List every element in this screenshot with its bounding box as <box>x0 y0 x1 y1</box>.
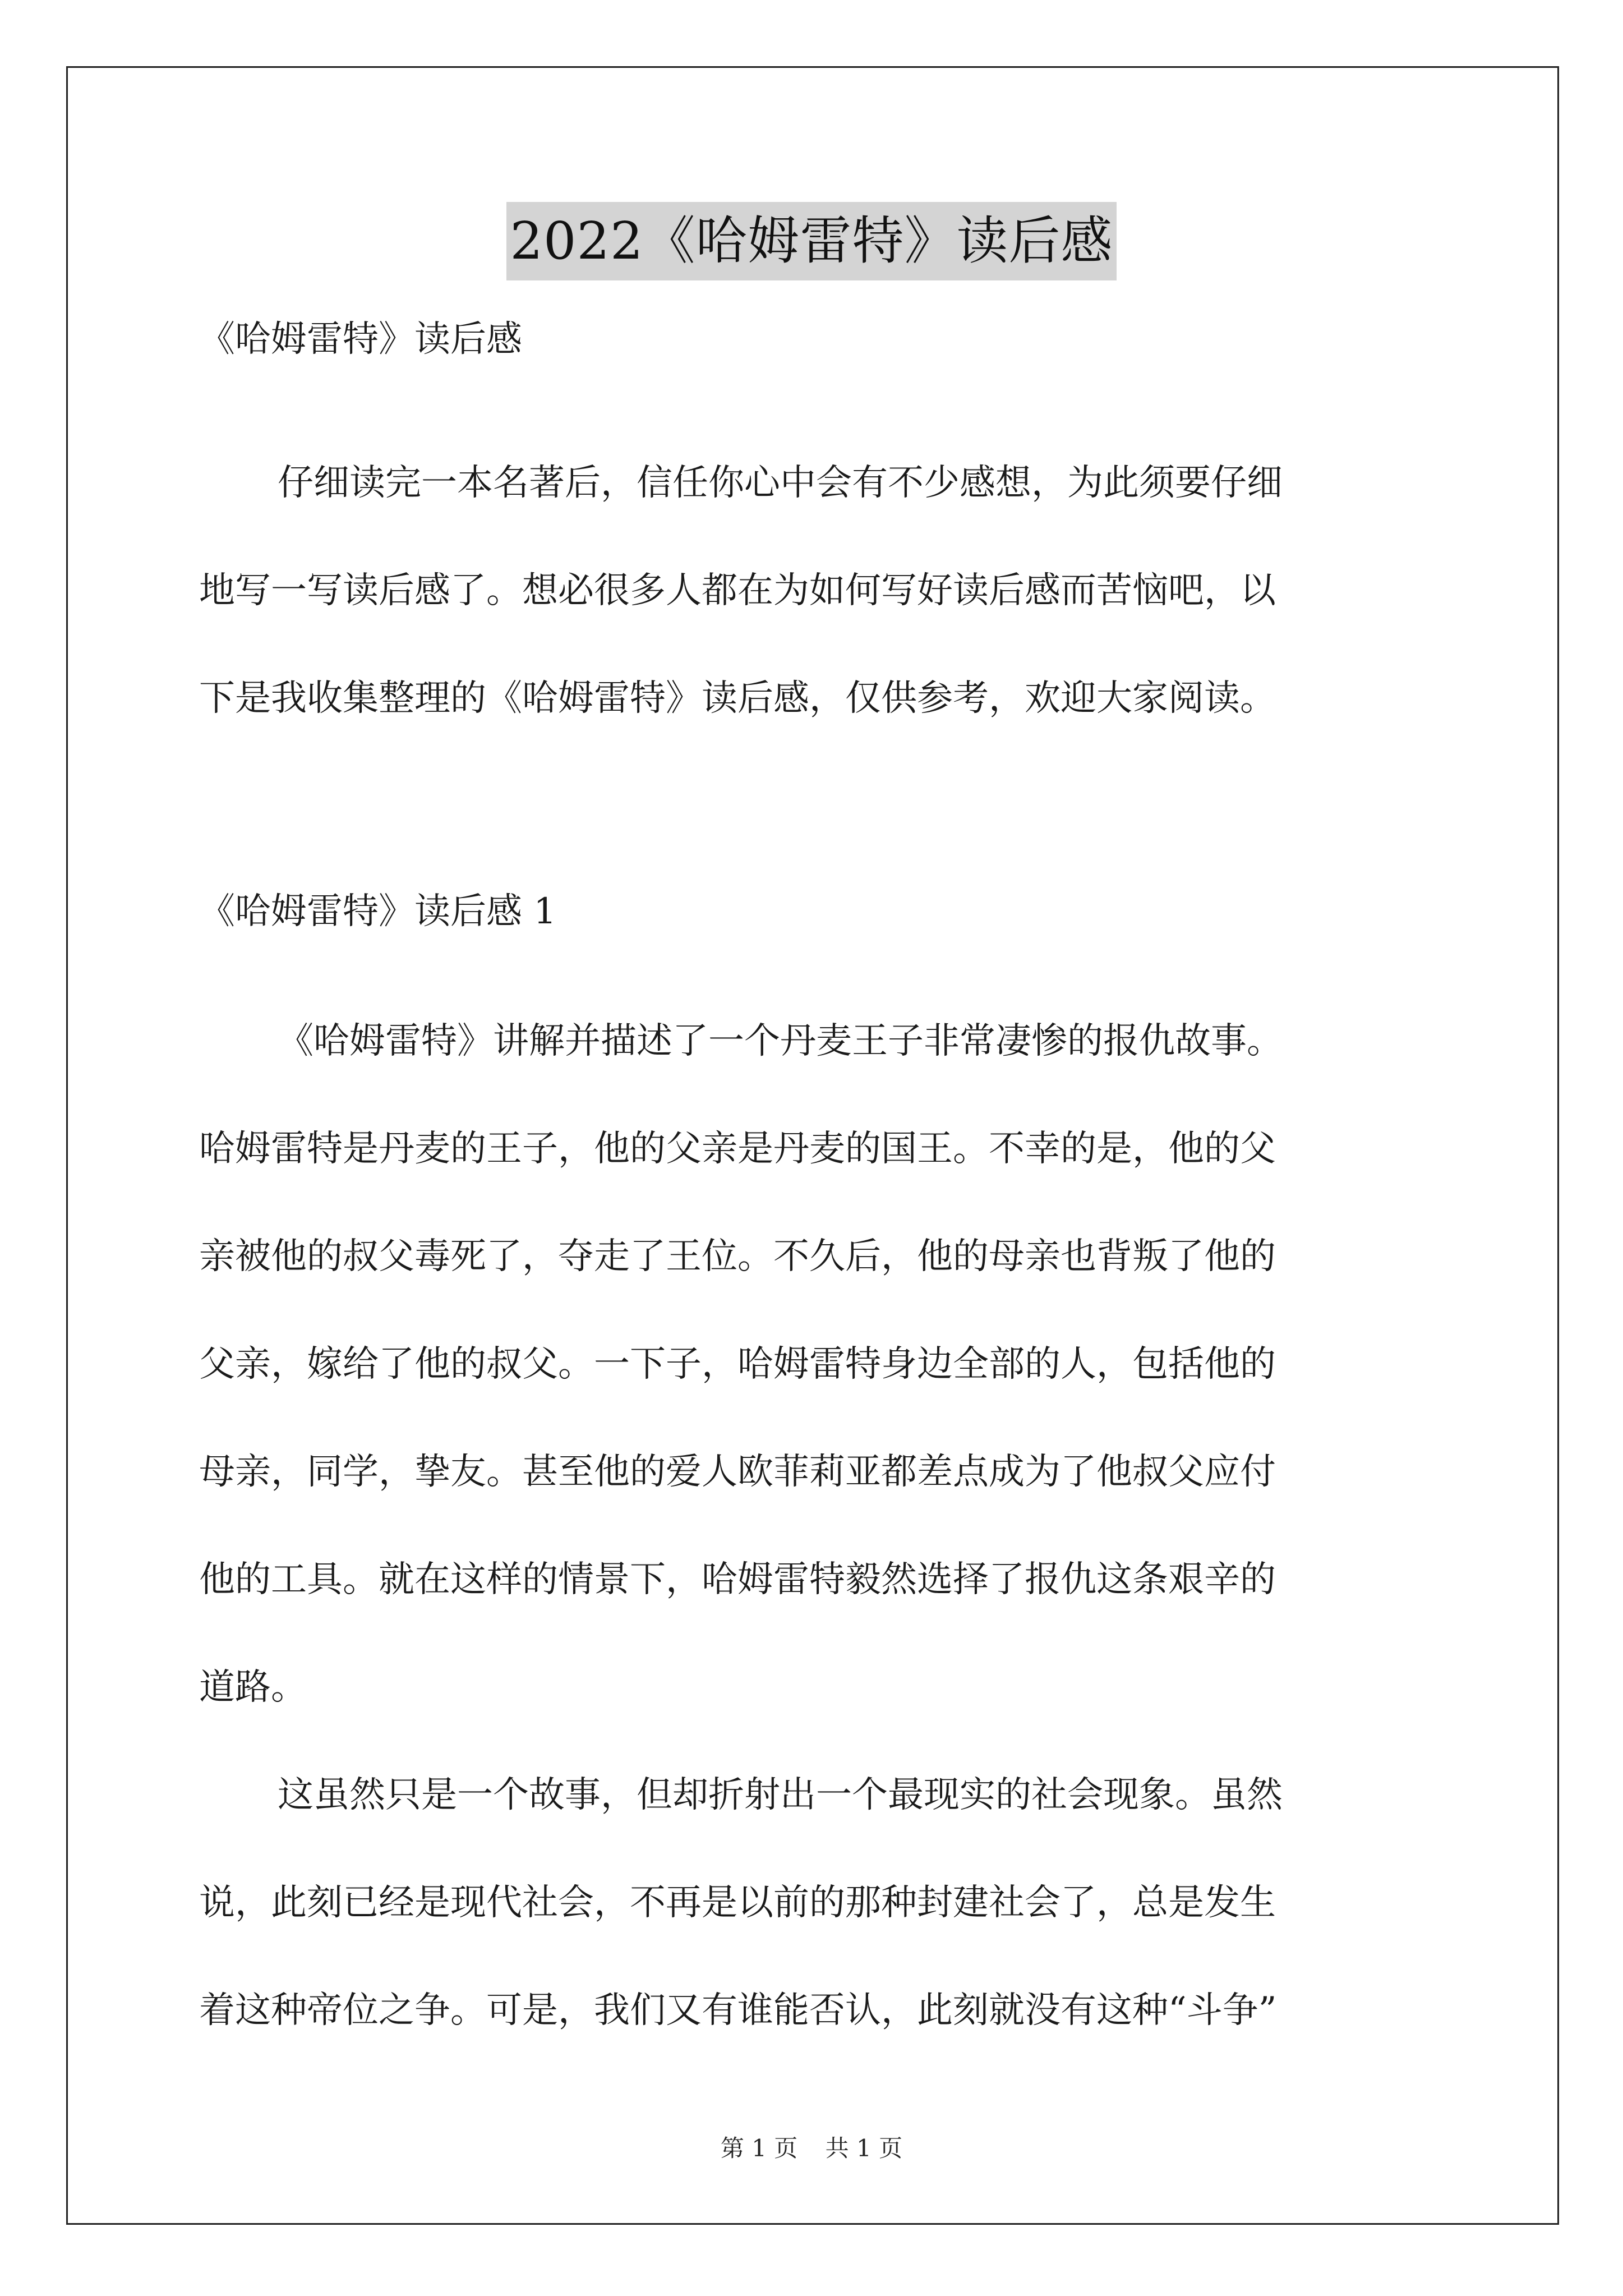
paragraph2-line: 说，此刻已经是现代社会，不再是以前的那种封建社会了，总是发生 <box>199 1882 1276 1924</box>
page-footer <box>0 2132 1623 2165</box>
paragraph1-line: 他的工具。就在这样的情景下，哈姆雷特毅然选择了报仇这条艰辛的 <box>199 1559 1276 1600</box>
paragraph1-line: 《哈姆雷特》讲解并描述了一个丹麦王子非常凄惨的报仇故事。 <box>278 1020 1283 1062</box>
paragraph1-line: 母亲，同学，挚友。甚至他的爱人欧菲莉亚都差点成为了他叔父应付 <box>199 1451 1276 1493</box>
title-container <box>0 202 1623 280</box>
page-number: 第 1 页 <box>720 2134 798 2162</box>
paragraph1-line: 亲被他的叔父毒死了，夺走了王位。不久后，他的母亲也背叛了他的 <box>199 1236 1276 1277</box>
document-title: 2022《哈姆雷特》读后感 <box>506 202 1116 280</box>
page-total: 共 1 页 <box>825 2134 903 2162</box>
paragraph1-line: 父亲，嫁给了他的叔父。一下子，哈姆雷特身边全部的人，包括他的 <box>199 1343 1276 1385</box>
paragraph1-line: 哈姆雷特是丹麦的王子，他的父亲是丹麦的国王。不幸的是，他的父 <box>199 1128 1276 1170</box>
paragraph2-line: 着这种帝位之争。可是，我们又有谁能否认，此刻就没有这种“斗争” <box>199 1990 1277 2031</box>
intro-line: 地写一写读后感了。想必很多人都在为如何写好读后感而苦恼吧，以 <box>199 570 1276 611</box>
section-heading: 《哈姆雷特》读后感 1 <box>199 891 557 932</box>
document-subtitle: 《哈姆雷特》读后感 <box>199 319 522 360</box>
paragraph1-line: 道路。 <box>199 1667 307 1708</box>
paragraph2-line: 这虽然只是一个故事，但却折射出一个最现实的社会现象。虽然 <box>278 1774 1283 1816</box>
intro-line: 下是我收集整理的《哈姆雷特》读后感，仅供参考，欢迎大家阅读。 <box>199 678 1276 719</box>
intro-line: 仔细读完一本名著后，信任你心中会有不少感想，为此须要仔细 <box>278 462 1283 504</box>
